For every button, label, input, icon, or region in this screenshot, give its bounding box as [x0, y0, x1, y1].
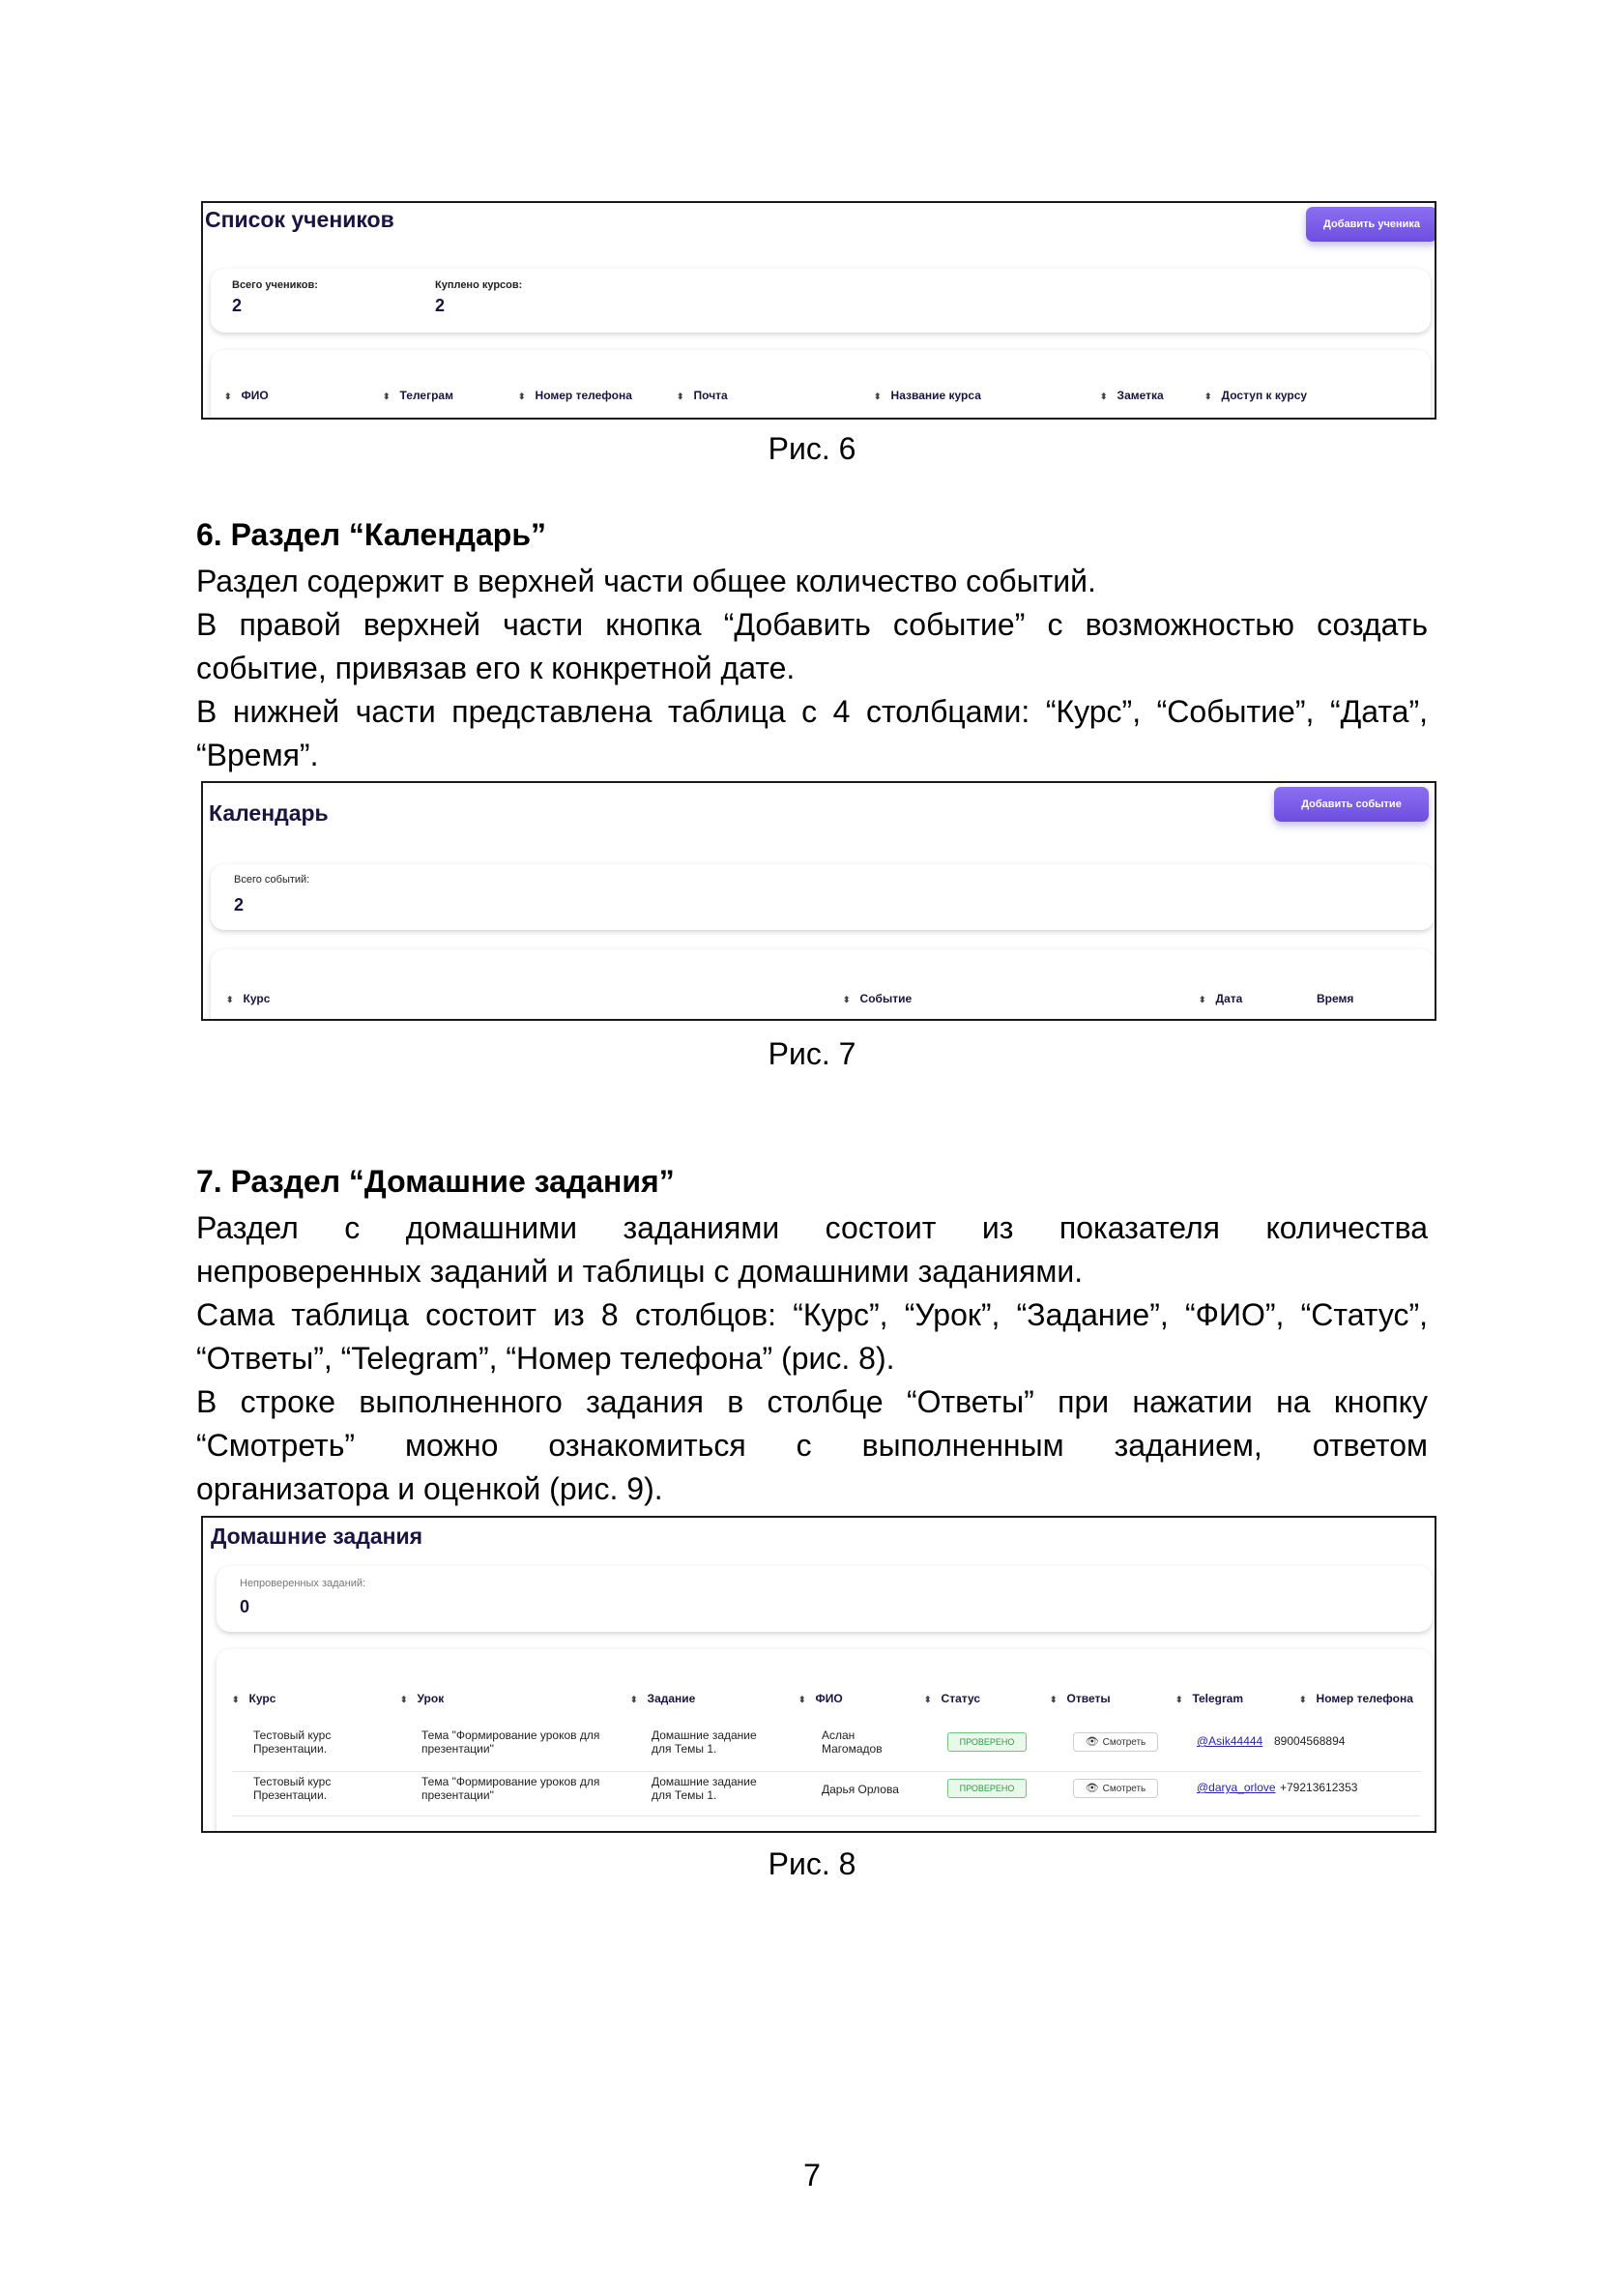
cell-phone: 89004568894: [1274, 1734, 1346, 1748]
courses-bought-value: 2: [435, 296, 446, 315]
sort-icon: ⬍: [226, 995, 234, 1004]
eye-icon: 👁: [1085, 1783, 1099, 1794]
sort-icon: ⬍: [630, 1695, 638, 1704]
cell-fio: Аслан Магомадов: [822, 1728, 883, 1756]
column-header-phone[interactable]: ⬍ Номер телефона: [518, 389, 632, 402]
total-events-label: Всего событий:: [234, 874, 310, 886]
total-events-value: 2: [234, 895, 245, 915]
sort-icon: ⬍: [518, 392, 526, 401]
row-divider: [232, 1815, 1421, 1816]
figure-7-caption: Рис. 7: [768, 1036, 856, 1071]
text-line: Сама таблица состоит из 8 столбцов: “Курс”, “Урок”, “Задание”, “ФИО”, “Статус”,: [196, 1297, 1428, 1332]
calendar-title: Календарь: [209, 800, 329, 826]
add-student-button[interactable]: Добавить ученика: [1306, 207, 1436, 242]
cell-lesson: Тема "Формирование уроков для презентации": [421, 1728, 600, 1756]
column-header-event[interactable]: ⬍ Событие: [843, 992, 913, 1005]
text-line: непроверенных заданий и таблицы с домашними заданиями.: [196, 1254, 1084, 1289]
total-students-value: 2: [232, 296, 243, 315]
row-divider: [232, 1771, 1421, 1772]
page-number: 7: [803, 2158, 821, 2192]
unchecked-tasks-value: 0: [240, 1597, 250, 1616]
text-line: организатора и оценкой (рис. 9).: [196, 1471, 663, 1506]
column-header-status[interactable]: ⬍ Статус: [924, 1692, 980, 1705]
section-6-heading: 6. Раздел “Календарь”: [196, 517, 546, 552]
sort-icon: ⬍: [1050, 1695, 1058, 1704]
sort-icon: ⬍: [1299, 1695, 1307, 1704]
sort-icon: ⬍: [798, 1695, 806, 1704]
figure-calendar: [201, 781, 1436, 1021]
text-line: Раздел с домашними заданиями состоит из показателя количества: [196, 1210, 1428, 1245]
students-stats-card: [211, 269, 1431, 333]
text-line: событие, привязав его к конкретной дате.: [196, 651, 796, 685]
sort-icon: ⬍: [874, 392, 882, 401]
homework-title: Домашние задания: [211, 1524, 423, 1549]
text-line: Раздел содержит в верхней части общее количество событий.: [196, 564, 1096, 598]
cell-course: Тестовый курс Презентации.: [253, 1775, 332, 1802]
cell-phone: +79213612353: [1280, 1781, 1358, 1794]
status-badge: ПРОВЕРЕНО: [947, 1779, 1027, 1798]
column-header-course-access[interactable]: ⬍ Доступ к курсу: [1204, 389, 1308, 402]
column-header-lesson[interactable]: ⬍ Урок: [400, 1692, 445, 1705]
sort-icon: ⬍: [232, 1695, 240, 1704]
view-answer-button[interactable]: 👁 Смотреть: [1073, 1732, 1158, 1752]
add-event-button[interactable]: Добавить событие: [1274, 787, 1429, 822]
total-students-label: Всего учеников:: [232, 279, 318, 291]
column-header-email[interactable]: ⬍ Почта: [677, 389, 728, 402]
cell-lesson: Тема "Формирование уроков для презентации": [421, 1775, 600, 1802]
column-header-fio[interactable]: ⬍ ФИО: [798, 1692, 843, 1705]
sort-icon: ⬍: [677, 392, 684, 401]
events-table-card: [211, 949, 1435, 1021]
telegram-link[interactable]: @Asik44444: [1197, 1734, 1263, 1748]
section-7-heading: 7. Раздел “Домашние задания”: [196, 1164, 675, 1199]
sort-icon: ⬍: [1199, 995, 1206, 1004]
sort-icon: ⬍: [1100, 392, 1108, 401]
cell-task: Домашние задание для Темы 1.: [652, 1775, 757, 1802]
view-answer-button[interactable]: 👁 Смотреть: [1073, 1779, 1158, 1798]
figure-homework: [201, 1516, 1436, 1833]
sort-icon: ⬍: [1175, 1695, 1183, 1704]
courses-bought-label: Куплено курсов:: [435, 279, 523, 291]
column-header-fio[interactable]: ⬍ ФИО: [224, 389, 269, 402]
status-badge: ПРОВЕРЕНО: [947, 1732, 1027, 1752]
cell-task: Домашние задание для Темы 1.: [652, 1728, 757, 1756]
column-header-course[interactable]: ⬍ Курс: [232, 1692, 276, 1705]
figure-students-list: [201, 201, 1436, 420]
sort-icon: ⬍: [1204, 392, 1212, 401]
text-line: “Время”.: [196, 738, 319, 772]
unchecked-tasks-label: Непроверенных заданий:: [240, 1578, 366, 1589]
sort-icon: ⬍: [924, 1695, 932, 1704]
column-header-time[interactable]: Время: [1317, 992, 1354, 1005]
column-header-answers[interactable]: ⬍ Ответы: [1050, 1692, 1111, 1705]
text-line: В нижней части представлена таблица с 4 столбцами: “Курс”, “Событие”, “Дата”,: [196, 694, 1428, 729]
eye-icon: 👁: [1085, 1736, 1099, 1748]
column-header-note[interactable]: ⬍ Заметка: [1100, 389, 1164, 402]
students-table-card: [211, 350, 1431, 420]
text-line: “Ответы”, “Telegram”, “Номер телефона” (рис. 8).: [196, 1341, 895, 1376]
sort-icon: ⬍: [383, 392, 391, 401]
text-line: В правой верхней части кнопка “Добавить событие” с возможностью создать: [196, 607, 1428, 642]
column-header-telegram[interactable]: ⬍ Telegram: [1175, 1692, 1244, 1705]
column-header-course-name[interactable]: ⬍ Название курса: [874, 389, 981, 402]
cell-course: Тестовый курс Презентации.: [253, 1728, 332, 1756]
column-header-telegram[interactable]: ⬍ Телеграм: [383, 389, 453, 402]
events-stats-card: [211, 864, 1435, 930]
students-list-title: Список учеников: [205, 207, 394, 232]
homework-stats-card: [217, 1566, 1433, 1632]
section-6-text: [196, 560, 1428, 777]
cell-fio: Дарья Орлова: [822, 1783, 899, 1796]
figure-8-caption: Рис. 8: [768, 1846, 856, 1881]
sort-icon: ⬍: [224, 392, 232, 401]
sort-icon: ⬍: [400, 1695, 408, 1704]
column-header-phone[interactable]: ⬍ Номер телефона: [1299, 1692, 1413, 1705]
column-header-date[interactable]: ⬍ Дата: [1199, 992, 1243, 1005]
telegram-link[interactable]: @darya_orlove: [1197, 1781, 1276, 1794]
homework-table-card: [217, 1649, 1433, 1833]
sort-icon: ⬍: [843, 995, 851, 1004]
text-line: “Смотреть” можно ознакомиться с выполненным заданием, ответом: [196, 1428, 1428, 1463]
section-7-text: [196, 1206, 1428, 1511]
figure-6-caption: Рис. 6: [768, 431, 856, 466]
text-line: В строке выполненного задания в столбце “Ответы” при нажатии на кнопку: [196, 1384, 1428, 1419]
column-header-course[interactable]: ⬍ Курс: [226, 992, 271, 1005]
column-header-task[interactable]: ⬍ Задание: [630, 1692, 696, 1705]
